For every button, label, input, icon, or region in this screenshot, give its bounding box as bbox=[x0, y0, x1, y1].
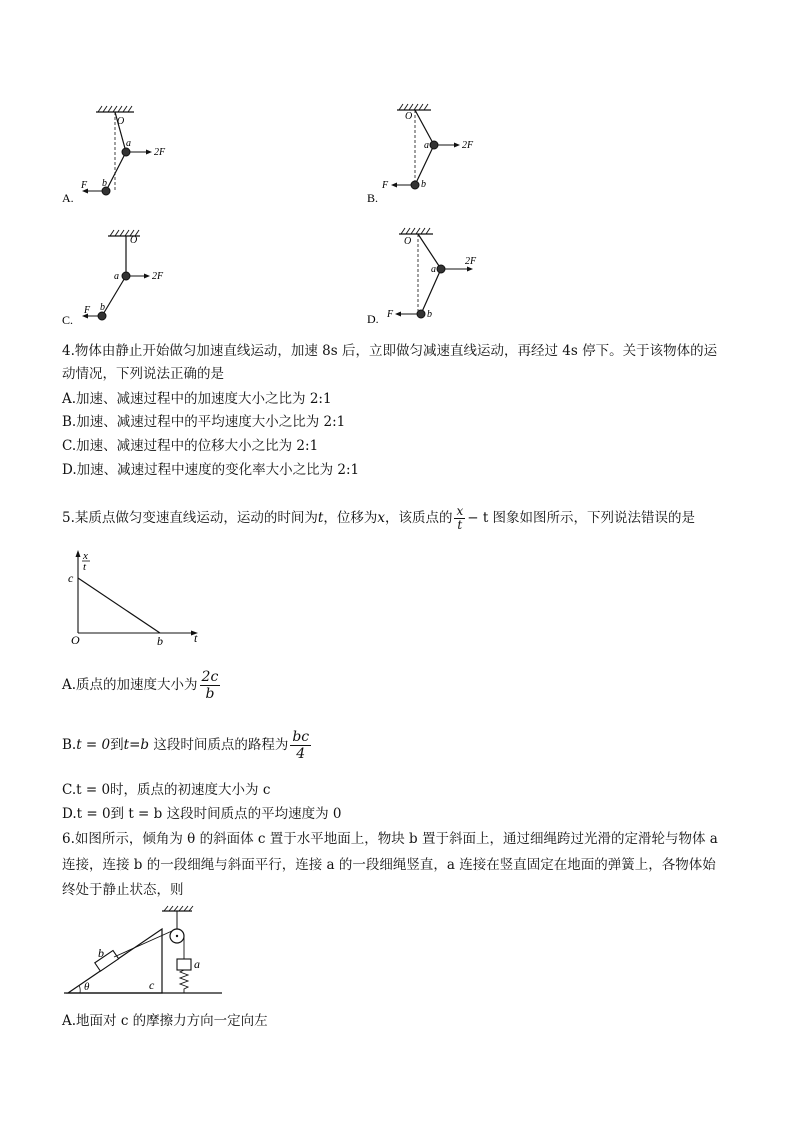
q6-option-a: A.地面对 c 的摩擦力方向一定向左 bbox=[62, 1013, 268, 1029]
point-o-label: O bbox=[405, 111, 413, 122]
q6-stem-line3: 终处于静止状态，则 bbox=[62, 882, 184, 898]
point-b-label: b bbox=[427, 309, 432, 320]
point-b-label: b bbox=[102, 178, 107, 189]
frac-num: 2c bbox=[201, 669, 219, 685]
q5-option-c: C.t = 0时，质点的初速度大小为 c bbox=[62, 782, 271, 798]
q5-option-b bbox=[62, 727, 313, 763]
force-f-label: F bbox=[387, 309, 394, 320]
option-c-label: C. bbox=[62, 313, 74, 327]
frac-num: x bbox=[456, 504, 464, 518]
q5-option-d: D.t = 0到 t = b 这段时间质点的平均速度为 0 bbox=[62, 806, 342, 822]
force-f-label: F bbox=[81, 180, 88, 191]
q6-stem-line1: 6.如图所示，倾角为 θ 的斜面体 c 置于水平地面上，物块 b 置于斜面上，通过细绳跨过光滑的定滑轮与物体 a bbox=[62, 831, 718, 847]
q5-option-b-math: t = 0 bbox=[76, 737, 111, 753]
y-axis-den: t bbox=[83, 561, 87, 573]
point-a-label: a bbox=[126, 138, 131, 149]
q5-stem-text3: ，该质点的 bbox=[384, 510, 453, 526]
q5-option-b-math2: t=b bbox=[123, 737, 150, 753]
frac-den: t bbox=[457, 518, 463, 532]
q5-stem-text2: ，位移为 bbox=[323, 510, 378, 526]
force-2f-label: 2F bbox=[465, 256, 477, 267]
point-a-label: a bbox=[114, 271, 119, 282]
q5-option-b-mid: 到 bbox=[110, 737, 124, 753]
frac-den: 4 bbox=[296, 746, 306, 762]
q4-stem-line1: 4.物体由静止开始做匀加速直线运动，加速 8s 后，立即做匀减速直线运动，再经过 4s 停下。关于该物体的运 bbox=[62, 343, 718, 359]
point-o-label: O bbox=[117, 116, 125, 127]
frac-num: bc bbox=[292, 729, 310, 745]
q5-option-b-text: 这段时间质点的路程为 bbox=[149, 737, 289, 753]
point-b-label: b bbox=[421, 179, 426, 190]
block-b-label: b bbox=[98, 946, 104, 960]
q5-option-b-pre: B. bbox=[62, 737, 77, 753]
force-2f-label: 2F bbox=[462, 140, 474, 151]
option-a-label: A. bbox=[62, 191, 74, 205]
q5-stem bbox=[62, 505, 695, 532]
frac-den: b bbox=[205, 686, 215, 702]
q4-option-c: C.加速、减速过程中的位移大小之比为 2:1 bbox=[62, 438, 319, 454]
q5-option-b-frac bbox=[290, 729, 311, 762]
y-axis-num: x bbox=[83, 550, 88, 562]
q5-option-a bbox=[62, 667, 222, 703]
q5-stem-text4: − t 图象如图所示，下列说法错误的是 bbox=[467, 510, 696, 526]
point-a-label: a bbox=[424, 140, 429, 151]
block-a-label: a bbox=[194, 957, 200, 971]
option-d-figure bbox=[365, 224, 505, 329]
angle-theta-label: θ bbox=[84, 981, 90, 993]
point-o-label: O bbox=[130, 235, 138, 246]
q5-var-x: x bbox=[377, 510, 385, 526]
q4-option-b: B.加速、减速过程中的平均速度大小之比为 2:1 bbox=[62, 414, 346, 430]
origin-o: O bbox=[71, 633, 80, 647]
force-2f-label: 2F bbox=[154, 147, 166, 158]
force-f-label: F bbox=[84, 305, 91, 316]
q4-option-d: D.加速、减速过程中速度的变化率大小之比为 2:1 bbox=[62, 462, 360, 478]
q4-stem-line2: 动情况，下列说法正确的是 bbox=[62, 366, 224, 382]
option-a-figure bbox=[60, 100, 190, 210]
q5-option-a-text: A.质点的加速度大小为 bbox=[62, 677, 198, 693]
q5-option-a-frac bbox=[200, 669, 221, 702]
q6-figure bbox=[62, 905, 222, 1000]
option-b-figure bbox=[365, 98, 495, 208]
q4-option-a: A.加速、减速过程中的加速度大小之比为 2:1 bbox=[62, 391, 332, 407]
force-2f-label: 2F bbox=[152, 271, 164, 282]
force-f-label: F bbox=[382, 180, 389, 191]
option-d-label: D. bbox=[367, 312, 379, 326]
option-b-label: B. bbox=[367, 191, 379, 205]
q5-fraction bbox=[454, 505, 465, 532]
wedge-c-label: c bbox=[149, 978, 155, 992]
q6-stem-line2: 连接，连接 b 的一段细绳与斜面平行，连接 a 的一段细绳竖直，a 连接在竖直固定在地面的弹簧上，各物体始 bbox=[62, 857, 716, 873]
q5-stem-text: 5.某质点做匀变速直线运动，运动的时间为 bbox=[62, 510, 318, 526]
x-intercept-b: b bbox=[157, 634, 163, 648]
y-intercept-c: c bbox=[68, 571, 74, 585]
option-c-figure bbox=[60, 226, 190, 331]
point-b-label: b bbox=[100, 302, 105, 313]
x-axis-t: t bbox=[194, 631, 198, 645]
q5-graph bbox=[62, 548, 212, 648]
point-o-label: O bbox=[404, 236, 412, 247]
q5-var-t: t bbox=[317, 510, 324, 526]
point-a-label: a bbox=[431, 264, 436, 275]
